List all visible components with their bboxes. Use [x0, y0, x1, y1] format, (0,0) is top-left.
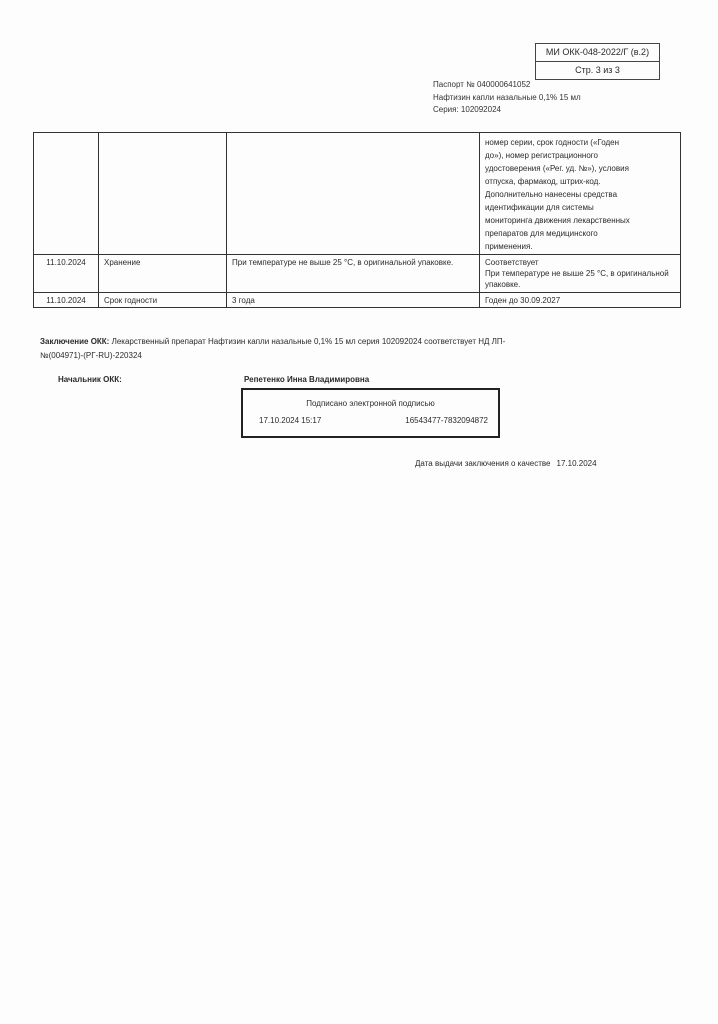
specification-table	[33, 132, 681, 308]
result-line: идентификации для системы	[485, 203, 594, 212]
indicator-cell	[99, 133, 227, 255]
issue-date: 17.10.2024	[556, 459, 597, 468]
passport-info	[433, 79, 581, 117]
indicator-cell: Хранение	[99, 255, 227, 293]
table-row	[34, 255, 681, 293]
signer-title: Начальник ОКК:	[58, 375, 122, 384]
stamp-title: Подписано электронной подписью	[306, 399, 435, 408]
conclusion	[40, 335, 540, 363]
table-row	[34, 293, 681, 308]
requirement-cell	[227, 133, 480, 255]
passport-number: Паспорт № 040000641052	[433, 80, 531, 89]
result-status: Соответствует	[485, 258, 539, 267]
signer-name: Репетенко Инна Владимировна	[244, 375, 370, 384]
stamp-datetime: 17.10.2024 15:17	[259, 416, 322, 425]
result-line: отпуска, фармакод, штрих-код.	[485, 177, 601, 186]
page-number: Стр. 3 из 3	[575, 65, 620, 75]
result-line: до»), номер регистрационного	[485, 151, 598, 160]
result-line: мониторинга движения лекарственных	[485, 216, 630, 225]
result-line: препаратов для медицинского	[485, 229, 598, 238]
conclusion-label: Заключение ОКК:	[40, 337, 110, 346]
table-row	[34, 133, 681, 255]
result-line: номер серии, срок годности («Годен	[485, 138, 620, 147]
result-detail: При температуре не выше 25 °С, в оригинальной упаковке.	[485, 269, 669, 289]
result-line: удостоверения («Рег. уд. №»), условия	[485, 164, 629, 173]
issue-date-line	[415, 459, 597, 468]
result-cell	[480, 255, 681, 293]
date-cell	[34, 133, 99, 255]
document-code-box	[535, 43, 660, 80]
issue-date-label: Дата выдачи заключения о качестве	[415, 459, 551, 468]
result-line: применения.	[485, 242, 533, 251]
e-signature-stamp	[241, 388, 500, 438]
date-cell: 11.10.2024	[34, 293, 99, 308]
conclusion-text: Лекарственный препарат Нафтизин капли назальные 0,1% 15 мл серия 102092024 соответствует НД ЛП-№(004971)-(РГ-RU)-220324	[40, 337, 506, 360]
requirement-cell: 3 года	[227, 293, 480, 308]
series-number: Серия: 102092024	[433, 105, 501, 114]
result-cell	[480, 133, 681, 255]
date-cell: 11.10.2024	[34, 255, 99, 293]
product-name: Нафтизин капли назальные 0,1% 15 мл	[433, 92, 581, 102]
indicator-cell: Срок годности	[99, 293, 227, 308]
result-cell: Годен до 30.09.2027	[480, 293, 681, 308]
stamp-certificate-id: 16543477-7832094872	[405, 416, 488, 425]
document-code: МИ ОКК-048-2022/Г (в.2)	[536, 44, 659, 62]
result-line: Дополнительно нанесены средства	[485, 190, 618, 199]
requirement-cell: При температуре не выше 25 °С, в оригинальной упаковке.	[227, 255, 480, 293]
